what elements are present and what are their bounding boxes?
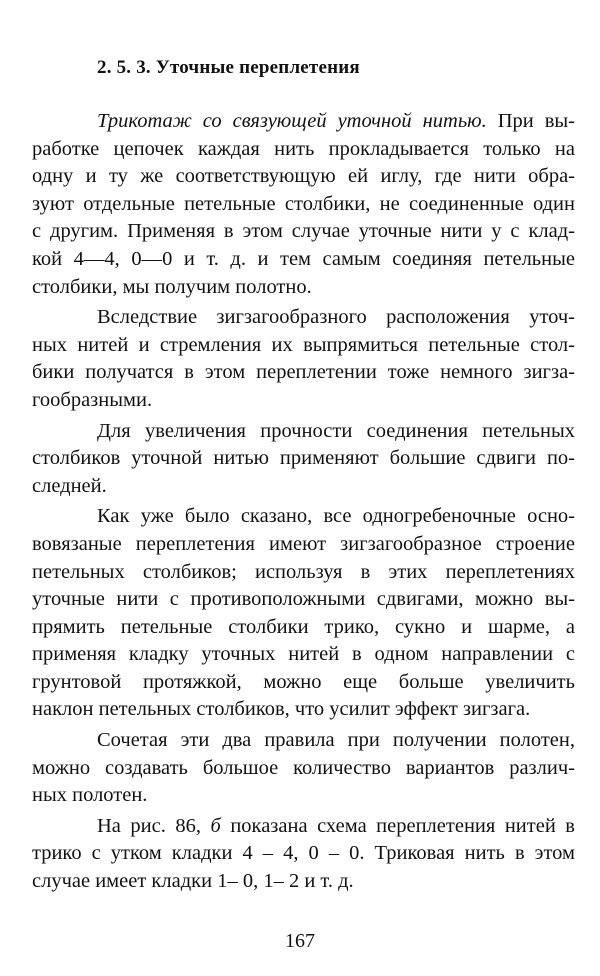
text-fragment: На рис. 86, <box>97 814 211 837</box>
text-line: ных нитей и стремления их выпрямиться петельные стол- <box>32 333 575 356</box>
text-line: следней. <box>32 474 107 497</box>
figure-letter: б <box>210 814 221 837</box>
text-line: кой 4—4, 0—0 и т. д. и тем самым соединяя петельные <box>32 247 575 270</box>
text-line: случае имеет кладки 1– 0, 1– 2 и т. д. <box>32 870 354 893</box>
italic-lead: Трикотаж со связующей уточной нитью. <box>97 110 487 132</box>
text-line: вовязаные переплетения имеют зигзагообразное строение <box>32 532 575 555</box>
text-line: зуют отдельные петельные столбики, не соединенные один <box>32 192 575 215</box>
text-line: столбиков уточной нитью применяют большие сдвиги по- <box>32 447 575 470</box>
paragraph-3 <box>32 418 575 501</box>
text-line: наклон петельных столбиков, что усилит эффект зигзага. <box>32 698 531 721</box>
text-line: столбики, мы получим полотно. <box>32 275 312 298</box>
paragraph-5 <box>32 727 575 810</box>
paragraph-6 <box>32 813 575 896</box>
text-line: можно создавать большое количество вариантов различ- <box>32 756 575 779</box>
text-line: Как уже было сказано, все одногребеночные осно- <box>97 505 575 528</box>
body-text <box>32 108 575 899</box>
text-line: с другим. Применяя в этом случае уточные нити у с клад- <box>32 220 575 243</box>
text-line: грунтовой протяжкой, можно еще больше увеличить <box>32 670 575 693</box>
text-line: одну и ту же соответствующую ей иглу, где нити обра- <box>32 165 575 188</box>
text-line: петельных столбиков; используя в этих переплетениях <box>32 560 575 583</box>
text-line: ных полотен. <box>32 784 148 807</box>
text-line: Для увеличения прочности соединения петельных <box>97 419 575 442</box>
text-line: применяя кладку уточных нитей в одном направлении с <box>32 643 575 666</box>
text-line: прямить петельные столбики трико, сукно и шарме, а <box>32 615 575 638</box>
paragraph-4 <box>32 503 575 724</box>
text-line <box>32 108 575 136</box>
paragraph-2 <box>32 304 575 414</box>
text-line: работке цепочек каждая нить прокладывается только на <box>32 137 575 160</box>
paragraph-1 <box>32 108 575 301</box>
text-line: трико с утком кладки 4 – 4, 0 – 0. Триковая нить в этом <box>32 842 575 865</box>
text-fragment: При вы- <box>486 110 575 132</box>
text-line: бики получатся в этом переплетении тоже немного зигза- <box>32 361 575 384</box>
text-line: Сочетая эти два правила при получении полотен, <box>97 729 575 752</box>
text-line <box>32 813 575 841</box>
text-line: гообразными. <box>32 388 153 411</box>
text-line: Вследствие зигзагообразного расположения уточ- <box>97 306 575 329</box>
section-heading: 2. 5. 3. Уточные переплетения <box>97 57 360 78</box>
text-fragment: показана схема переплетения нитей в <box>220 814 575 837</box>
page-number: 167 <box>285 930 315 952</box>
text-line: уточные нити с противоположными сдвигами, можно вы- <box>32 588 575 611</box>
